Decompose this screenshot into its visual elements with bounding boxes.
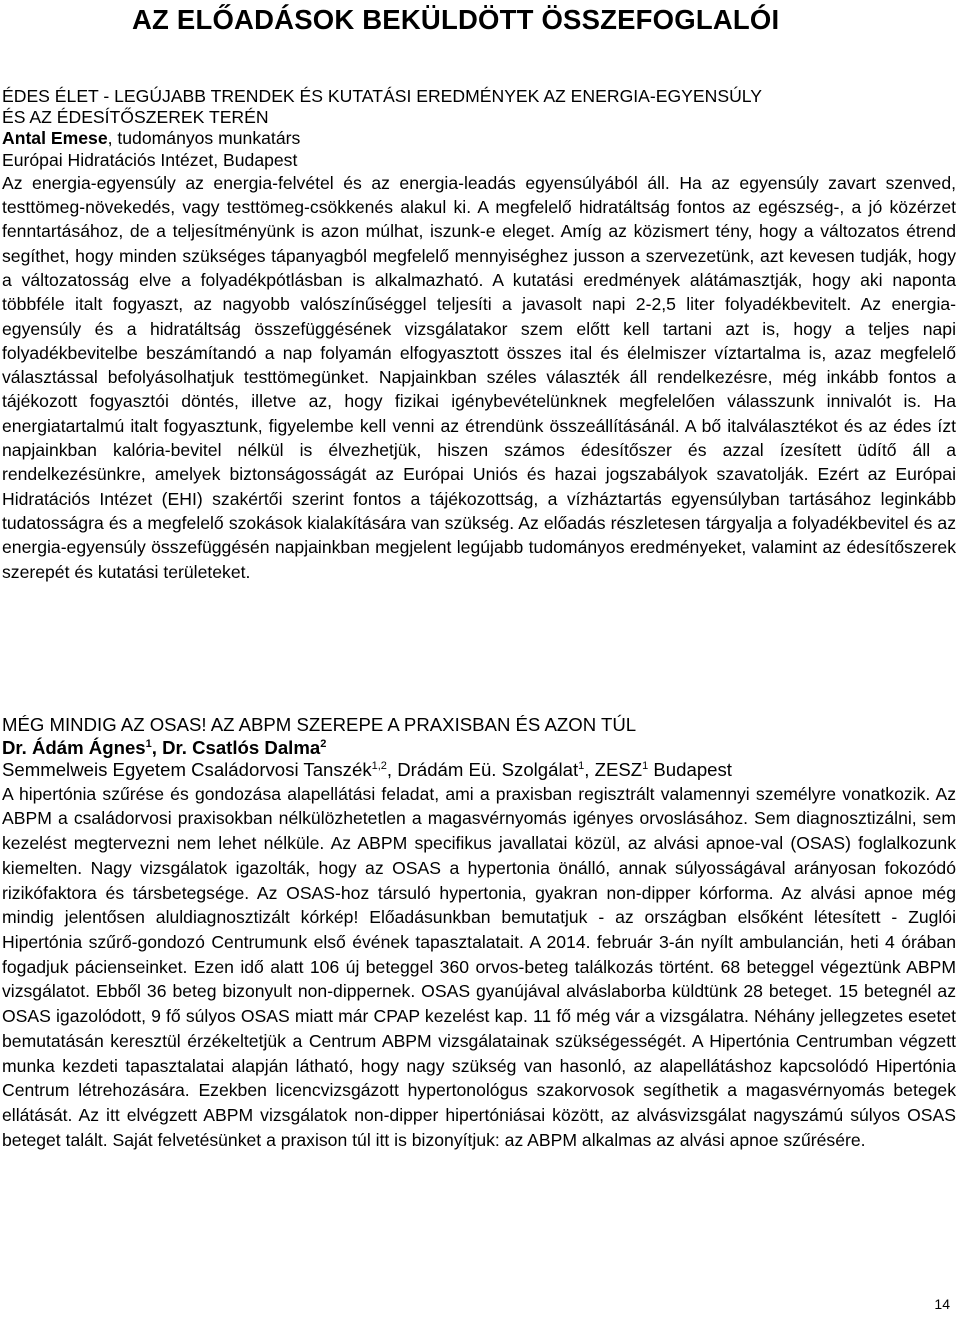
affiliation-1: Semmelweis Egyetem Családorvosi Tanszék (2, 759, 372, 781)
author-role: , tudományos munkatárs (107, 128, 301, 149)
affiliation-2: , Drádám Eü. Szolgálat (386, 759, 579, 781)
institution-line: Európai Hidratációs Intézet, Budapest (2, 149, 298, 170)
abstract-title: MÉG MINDIG AZ OSAS! AZ ABPM SZEREPE A PRAXISBAN ÉS AZON TÚL (2, 714, 637, 735)
affiliation-1-mark: 1,2 (371, 760, 387, 772)
document-title: AZ ELŐADÁSOK BEKÜLDÖTT ÖSSZEFOGLALÓI (132, 4, 780, 35)
affiliation-city: Budapest (648, 759, 732, 781)
abstract-body: Az energia-egyensúly az energia-felvétel és az energia-leadás egyensúlyából áll. Ha az egyensúly zavart szenved, testtömeg-növekedés, vagy testtömeg-csökkenés alakul ki. A megfelelő hidratáltság fontos az egészség-, a jó közérzet fenntartásához, de a teljesítményünk is azon múlhat, iszunk-e eleget. Amíg az közismert tény, hogy a változatos étrend segíthet, hogy minden szükséges tápanyagból megfelelő mennyiséghez jusson a szervezetünk, azt kevesen tudják, hogy a változatosság elve a folyadékpótlásban is alkalmazható. A kutatási eredmények alátámasztják, hogy aki naponta többféle italt fogyaszt, az nagyobb valószínűséggel teljesíti a javasolt napi 2-2,5 liter folyadékbevitelt. Az energia-egyensúly és a hidratáltság összefüggésének vizsgálatakor szem előtt kell tartani azt is, hogy a teljes napi folyadékbevitelbe beszámítandó a nap folyamán elfogyasztott összes ital és élelmiszer víztartalma is, azaz megfelelő választással befolyásolhatjuk testtömegünket. Napjainkban széles választék áll rendelkezésre, még inkább fontos a tájékozott fogyasztói döntés, illetve az, hogy fizikai igénybevételünknek megfelelően válasszunk innivalót is. Ha energiatartalmú italt fogyasztunk, figyelembe kell venni az étrendünk összeállításánál. A bő italválasztékot és az édes ízt napjainkban kalória-bevitel nélkül is élvezhetjük, hiszen számos édesítőszer és azzal ízesített üdítő áll a rendelkezésünkre, amelyek biztonságosságát az Európai Uniós és hazai jogszabályok szavatolják. Ezért az Európai Hidratációs Intézet (EHI) szakértői szerint fontos a tájékozottság, a vízháztartás egyensúlyban tartásához leginkább tudatosságra és a megfelelő szokások kialakítására van szükség. Az előadás részletesen tárgyalja a folyadékbevitel és az energia-egyensúly összefüggésén napjainkban megjelent legújabb tudományos eredményeket, valamint az édesítőszerek szerepét és kutatási területeket. (2, 172, 956, 582)
page-number: 14 (934, 1296, 950, 1312)
abstract-title-line-1: ÉDES ÉLET - LEGÚJABB TRENDEK ÉS KUTATÁSI EREDMÉNYEK AZ ENERGIA-EGYENSÚLY (2, 86, 762, 106)
author-line (2, 128, 956, 149)
author-name: Antal Emese (2, 128, 108, 149)
authors-line (2, 737, 956, 760)
abstract-sweet-life (2, 86, 956, 584)
author-1-affiliation-mark: 1 (145, 737, 152, 750)
abstract-title-line-2: ÉS AZ ÉDESÍTŐSZEREK TERÉN (2, 107, 269, 128)
abstract-osas-abpm (2, 714, 956, 1152)
affiliation-3-mark: 1 (642, 760, 649, 772)
affiliation-3: , ZESZ (584, 759, 643, 781)
affiliations-line (2, 759, 956, 782)
abstract-body: A hipertónia szűrése és gondozása alapellátási feladat, ami a praxisban regisztrált valamennyi személyre vonatkozik. Az ABPM a családorvosi praxisokban nélkülözhetetlen a magasvérnyomás igényes orvoslásához. Sem diagnosztizálni, sem kezelést megtervezni nem lehet nélküle. Az ABPM specifikus javallatai közül, az alvási apnoe-val (OSAS) foglalkozunk kiemelten. Nagy vizsgálatok igazolták, hogy az OSAS a hypertonia önálló, annak súlyosságával arányosan fokozódó rizikófaktora és társbetegsége. Az OSAS-hoz társuló hypertonia, gyakran non-dipper kórforma. Az alvási apnoe még mindig jelentősen aluldiagnosztizált kórkép! Előadásunkban bemutatjuk - az országban elsőként létesített - Zuglói Hipertónia szűrő-gondozó Centrumunk első évének tapasztalatait. A 2014. február 3-án nyílt ambulancián, heti 4 órában fogadjuk pácienseinket. Ezen idő alatt 106 új beteggel 360 orvos-beteg találkozás történt. 68 beteggel végeztünk ABPM vizsgálatot. Ebből 36 beteg bizonyult non-dippernek. OSAS gyanújával alváslaborba küldtünk 28 beteget. 15 betegnél az OSAS igazolódott, 9 fő súlyos OSAS miatt már CPAP kezelést kap. 11 fő még vár a vizsgálatra. Néhány jellegzetes esetet bemutatásán keresztül érzékeltetjük a Centrum ABPM vizsgálatainak szükségességét. A Hipertónia Centrumban végzett munka kezdeti tapasztalatai alapján látható, hogy nagy szükség van hasonló, az alapellátáshoz kapcsolódó Hipertónia Centrum létrehozására. Ezekben licencvizsgázott hypertonológus szakorvosok segíthetik a magasvérnyomás betegek ellátását. Az itt elvégzett ABPM vizsgálatok non-dipper hipertóniásai között, az alvásvizsgálat nagyszámú súlyos OSAS beteget talált. Saját felvetésünket a praxison túl itt is bizonyítjuk: az ABPM alkalmas az alvási apnoe szűrésére. (2, 783, 956, 1150)
affiliation-2-mark: 1 (578, 760, 585, 772)
author-separator: , (151, 736, 163, 758)
author-1-name: Dr. Ádám Ágnes (2, 736, 146, 758)
author-2-affiliation-mark: 2 (320, 737, 327, 750)
author-2-name: Dr. Csatlós Dalma (162, 736, 321, 758)
